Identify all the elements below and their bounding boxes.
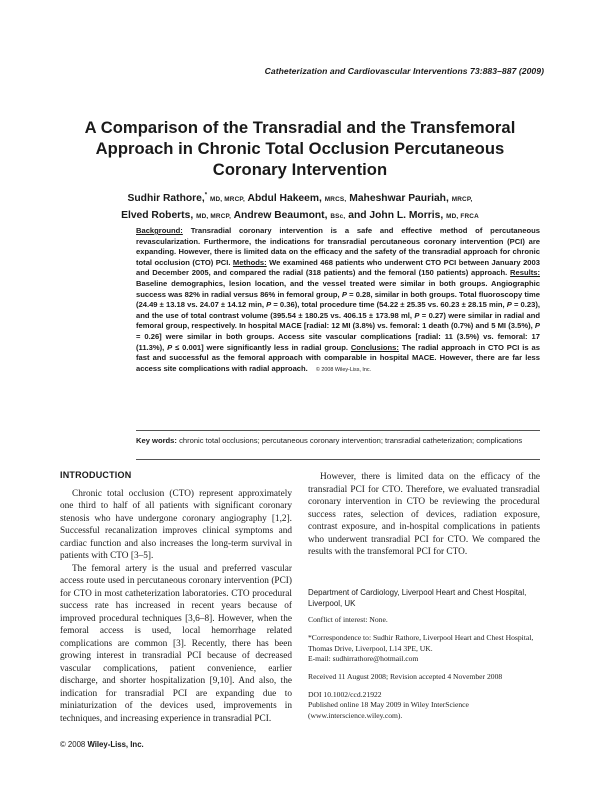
body-paragraph: The femoral artery is the usual and preferred vascular access route used in percutaneous coronary intervention (PCI) for CTO in most catheterization laboratories. CTO procedural success rate has increased in recent years because of improved procedural techniques [3,6–8]. However, when the femoral access is used, local hemorrhage related complications are common [3]. Recently, there has been growing interest in transradial PCI because of decreased vascular complications, patient convenience, earlier discharge, and shorter hospitalization [9,10]. And also, the indication for transradial PCI are expanding due to miniaturization of the devices used, improvements in techniques, and increasing experience in transradial PCI. xyxy=(60,563,292,724)
keywords-text: chronic total occlusions; percutaneous coronary intervention; transradial catheterization; complications xyxy=(179,436,523,445)
abstract-methods-label: Methods: xyxy=(232,257,267,267)
p-symbol: P xyxy=(266,300,272,310)
author-degrees: MRCP, xyxy=(451,196,473,203)
journal-citation: Catheterization and Cardiovascular Interventions 73:883–887 (2009) xyxy=(264,66,544,76)
author-name: Sudhir Rathore, xyxy=(127,193,205,204)
correspondence-mark: * xyxy=(204,192,208,199)
keywords-bottom-rule xyxy=(136,459,540,460)
keywords-label: Key words: xyxy=(136,436,177,445)
article-title xyxy=(60,117,540,180)
abstract-results: ≤ 0.001] were significantly less in radial group. xyxy=(175,342,348,352)
correspondence-email: E-mail: sudhirrathore@hotmail.com xyxy=(308,653,419,663)
title-line: A Comparison of the Transradial and the Transfemoral xyxy=(84,118,516,137)
author-degrees: MD, MRCP, xyxy=(196,212,232,220)
doi: DOI 10.1002/ccd.21922 xyxy=(308,690,382,700)
abstract-results: = 0.26] were similar in both groups. Access site vascular complications [radial: 11 (3.5%) vs. femoral: 17 (11.3%), xyxy=(136,331,540,352)
p-symbol: P xyxy=(414,310,420,320)
author-list xyxy=(70,191,530,224)
abstract-results: Baseline demographics, lesion location, and the vessel treated were similar in both groups. Angiographic success was 82% in radial versus 86% in femoral group, xyxy=(136,278,540,299)
p-symbol: P xyxy=(341,289,347,299)
footnotes xyxy=(308,588,540,721)
abstract-methods: We examined 468 patients who underwent CTO PCI between January 2003 and December 2005, and compared the radial (318 patients) and the femoral (150 patients) approach. xyxy=(136,257,540,278)
abstract-conclusions-label: Conclusions: xyxy=(350,342,399,352)
keywords-top-rule xyxy=(136,430,540,431)
author-name: Abdul Hakeem, xyxy=(247,193,322,204)
correspondence: *Correspondence to: Sudhir Rathore, Liverpool Heart and Chest Hospital, Thomas Drive, Liverpool, L14 3PE, UK. xyxy=(308,633,534,653)
author-degrees: BSc, xyxy=(330,212,346,220)
abstract-results: = 0.28, similar in both groups. Total fluoroscopy time (24.49 ± 13.18 vs. 24.07 ± 14.12 min, xyxy=(136,289,540,310)
p-symbol: P xyxy=(167,342,173,352)
author-degrees: MRCS, xyxy=(324,196,347,203)
abstract-results: = 0.27) were similar in radial and femoral group, respectively. In hospital MACE [radial: 12 MI (3.8%) vs. femoral: 1 death (0.7%) and 5 MI (3.5%), xyxy=(136,310,540,331)
author-line xyxy=(70,208,530,225)
abstract-background: Transradial coronary intervention is a safe and effective method of percutaneous revascularization. Furthermore, the indications for transradial percutaneous coronary intervention (PCI) are expanding. However, there is limited data on the efficacy and the safety of the transradial approach for chronic total occlusion (CTO) PCI. xyxy=(136,226,540,267)
footer-copyright-brand: Wiley-Liss, Inc. xyxy=(87,740,144,749)
p-symbol: P xyxy=(506,300,512,310)
author-line xyxy=(70,191,530,208)
footer-copyright xyxy=(60,740,144,749)
affiliation: Department of Cardiology, Liverpool Heart and Chest Hospital, Liverpool, UK xyxy=(308,588,527,608)
body-paragraph: However, there is limited data on the efficacy of the transradial PCI for CTO. Therefore, we evaluated transradial coronary intervention in CTO be reviewing the procedural success rates, selection of devices, radiation exposure, contrast exposure, and in-hospital complications in patients who underwent transradial PCI for CTO. We compared the results with the transfemoral PCI for CTO. xyxy=(308,472,540,557)
received-dates: Received 11 August 2008; Revision accepted 4 November 2008 xyxy=(308,672,503,681)
conflict-of-interest: Conflict of interest: None. xyxy=(308,615,388,625)
author-degrees: MD, FRCA xyxy=(446,212,479,220)
body-paragraph: Chronic total occlusion (CTO) represent approximately one third to half of all patients with significant coronary stenosis who have undergone coronary angiography [1,2]. Successful recanalization improves clinical symptoms and cardiac function and also increases the long-term survival in patients with CTO [3–5]. xyxy=(60,488,292,561)
title-line: Approach in Chronic Total Occlusion Percutaneous xyxy=(95,139,505,158)
right-column xyxy=(308,471,540,559)
keywords xyxy=(136,436,540,447)
abstract-conclusions: The radial approach in CTO PCI is as fast and successful as the femoral approach with comparable in hospital MACE. However, there are far less access site complications with radial approach. xyxy=(136,342,540,373)
p-symbol: P xyxy=(534,321,540,331)
author-name: Andrew Beaumont, xyxy=(233,209,328,221)
abstract-results: = 0.23), and the use of total contrast volume (395.54 ± 180.25 vs. 406.15 ± 173.98 ml, xyxy=(136,300,540,320)
abstract-copyright: © 2008 Wiley-Liss, Inc. xyxy=(315,366,372,373)
author-name: Elved Roberts, xyxy=(121,209,194,221)
left-column xyxy=(60,469,292,725)
abstract-background-label: Background: xyxy=(136,226,183,235)
abstract-results: = 0.36), total procedure time (54.22 ± 25.35 vs. 60.23 ± 28.15 min, xyxy=(273,300,505,310)
abstract xyxy=(136,226,540,375)
author-degrees: MD, MRCP, xyxy=(209,196,246,203)
section-heading-introduction: INTRODUCTION xyxy=(60,470,132,480)
abstract-results-label: Results: xyxy=(510,268,540,278)
published-online: Published online 18 May 2009 in Wiley InterScience (www.interscience.wiley.com). xyxy=(308,700,469,720)
author-name: Maheshwar Pauriah, xyxy=(349,193,449,204)
title-line: Coronary Intervention xyxy=(212,160,388,179)
footer-copyright-year: © 2008 xyxy=(60,740,86,749)
author-name: and John L. Morris, xyxy=(348,209,444,221)
